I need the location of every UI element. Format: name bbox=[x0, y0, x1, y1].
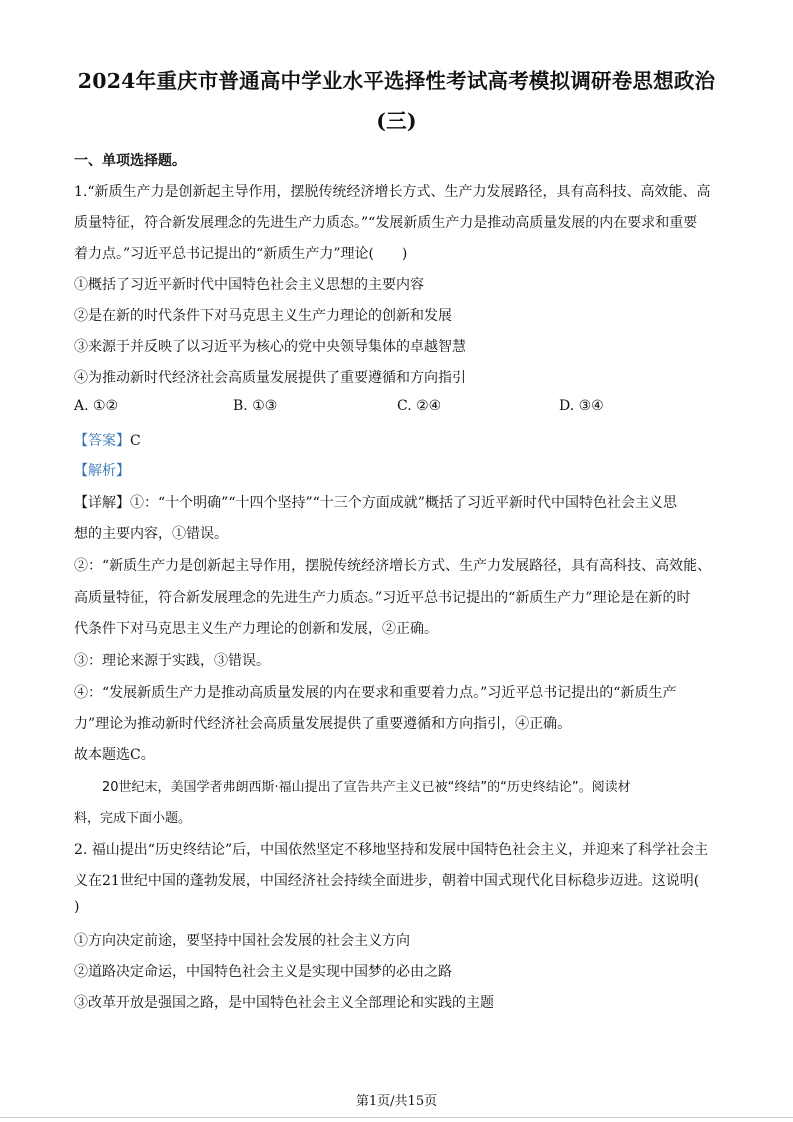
q2-stem-line: ) bbox=[74, 899, 80, 915]
q1-statement: ③来源于并反映了以习近平为核心的党中央领导集体的卓越智慧 bbox=[74, 339, 466, 355]
q1-stem-line: 1.“新质生产力是创新起主导作用，摆脱传统经济增长方式、生产力发展路径，具有高科技、高效能、高 bbox=[74, 184, 711, 200]
q1-detail-line: 高质量特征，符合新发展理念的先进生产力质态。”习近平总书记提出的“新质生产力”理论是在新的时 bbox=[74, 590, 691, 606]
material-line: 20世纪末，美国学者弗朗西斯·福山提出了宣告共产主义已被“终结”的“历史终结论”。阅读材 bbox=[102, 780, 631, 795]
q1-statement: ②是在新的时代条件下对马克思主义生产力理论的创新和发展 bbox=[74, 308, 452, 324]
q1-detail-line bbox=[74, 492, 677, 512]
q2-statement: ②道路决定命运，中国特色社会主义是实现中国梦的必由之路 bbox=[74, 964, 452, 980]
document-title-line1: 2024年重庆市普通高中学业水平选择性考试高考模拟调研卷思想政治 bbox=[77, 69, 716, 93]
q1-statement: ①概括了习近平新时代中国特色社会主义思想的主要内容 bbox=[74, 277, 424, 293]
q1-option-b: B. ①③ bbox=[233, 398, 278, 414]
q1-detail-line: 想的主要内容，①错误。 bbox=[74, 526, 228, 542]
answer-value: C bbox=[130, 433, 141, 449]
q2-stem-line: 2. 福山提出“历史终结论”后，中国依然坚定不移地坚持和发展中国特色社会主义，并迎来了科学社会主 bbox=[74, 842, 709, 858]
footer-divider bbox=[0, 1117, 793, 1118]
analysis-label: 【解析】 bbox=[74, 463, 130, 479]
section-heading: 一、单项选择题。 bbox=[74, 153, 186, 169]
q1-detail-line: 故本题选C。 bbox=[74, 747, 155, 763]
q1-answer bbox=[74, 430, 141, 450]
page-footer: 第1页/共15页 bbox=[355, 1094, 438, 1109]
q2-statement: ③改革开放是强国之路，是中国特色社会主义全部理论和实践的主题 bbox=[74, 995, 494, 1011]
detail-label: 【详解】 bbox=[74, 495, 130, 511]
material-line: 料，完成下面小题。 bbox=[74, 811, 192, 826]
q1-detail-line: ②：“新质生产力是创新起主导作用，摆脱传统经济增长方式、生产力发展路径，具有高科技、高效能、 bbox=[74, 558, 712, 574]
q1-option-d: D. ③④ bbox=[559, 398, 604, 414]
q2-stem-line: 义在21世纪中国的蓬勃发展，中国经济社会持续全面进步，朝着中国式现代化目标稳步迈进。这说明( bbox=[74, 873, 700, 889]
q1-detail-line: ④：“发展新质生产力是推动高质量发展的内在要求和重要着力点。”习近平总书记提出的“新质生产 bbox=[74, 685, 677, 701]
q1-detail-line: ③：理论来源于实践，③错误。 bbox=[74, 653, 270, 669]
answer-label: 【答案】 bbox=[74, 433, 130, 449]
q1-stem-line: 着力点。”习近平总书记提出的“新质生产力”理论( ) bbox=[74, 246, 408, 262]
detail-text: ①：“十个明确”“十四个坚持”“十三个方面成就”概括了习近平新时代中国特色社会主义思 bbox=[130, 495, 677, 511]
q1-detail-line: 代条件下对马克思主义生产力理论的创新和发展，②正确。 bbox=[74, 621, 438, 637]
document-title-line2: (三) bbox=[376, 109, 417, 133]
q1-option-c: C. ②④ bbox=[397, 398, 442, 414]
q1-stem-line: 质量特征，符合新发展理念的先进生产力质态。”“发展新质生产力是推动高质量发展的内在要求和重要 bbox=[74, 215, 698, 231]
q1-detail-line: 力”理论为推动新时代经济社会高质量发展提供了重要遵循和方向指引，④正确。 bbox=[74, 716, 572, 732]
q1-option-a: A. ①② bbox=[74, 398, 119, 414]
q1-statement: ④为推动新时代经济社会高质量发展提供了重要遵循和方向指引 bbox=[74, 370, 466, 386]
q2-statement: ①方向决定前途，要坚持中国社会发展的社会主义方向 bbox=[74, 933, 410, 949]
